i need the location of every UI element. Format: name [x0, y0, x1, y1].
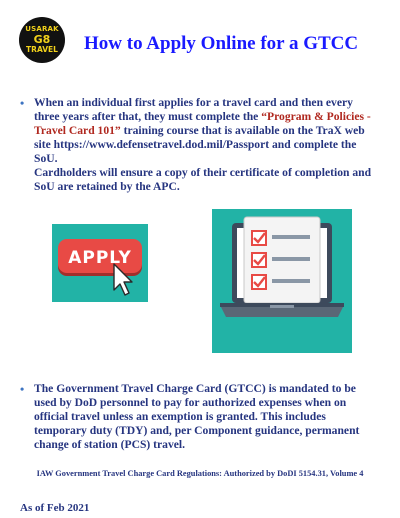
gtcc-mandate-text: The Government Travel Charge Card (GTCC) is mandated to be used by DoD personnel to pay for authorized expenses when on official travel unless an exemption is granted. This includes temporary duty (TDY) and, per Component guidance, permanent change of station (PCS) travel.	[34, 382, 360, 451]
logo-line-3: TRAVEL	[26, 45, 58, 55]
training-course-name: “Program & Policies - Travel Card 101”	[34, 110, 371, 137]
bullet-paragraph-training	[20, 96, 378, 194]
bullet-icon: •	[20, 382, 25, 396]
training-text-b: training course that is available on the TraX web site https://www.defensetravel.dod.mil/Passport and complete the SoU.	[34, 124, 365, 165]
training-text-a: When an individual first applies for a travel card and then every three years after that, they must complete the	[34, 96, 353, 123]
cursor-arrow-icon	[52, 224, 148, 302]
logo-line-1: USARAK	[25, 25, 59, 34]
apply-label: APPLY	[68, 248, 132, 268]
logo-line-2: G8	[33, 33, 51, 47]
regulation-footnote: IAW Government Travel Charge Card Regulations: Authorized by DoDI 5154.31, Volume 4	[36, 469, 364, 478]
page-title: How to Apply Online for a GTCC	[84, 33, 359, 54]
cardholder-note: Cardholders will ensure a copy of their certificate of completion and SoU are retained by the APC.	[34, 166, 372, 193]
bullet-icon: •	[20, 96, 25, 110]
as-of-date: As of Feb 2021	[20, 502, 90, 514]
apply-button-illustration	[52, 224, 148, 302]
laptop-checklist-illustration	[212, 209, 352, 353]
laptop-checklist-icon	[212, 209, 352, 353]
bullet-paragraph-gtcc-mandate	[20, 382, 378, 452]
usarak-g8-travel-logo	[19, 17, 65, 63]
